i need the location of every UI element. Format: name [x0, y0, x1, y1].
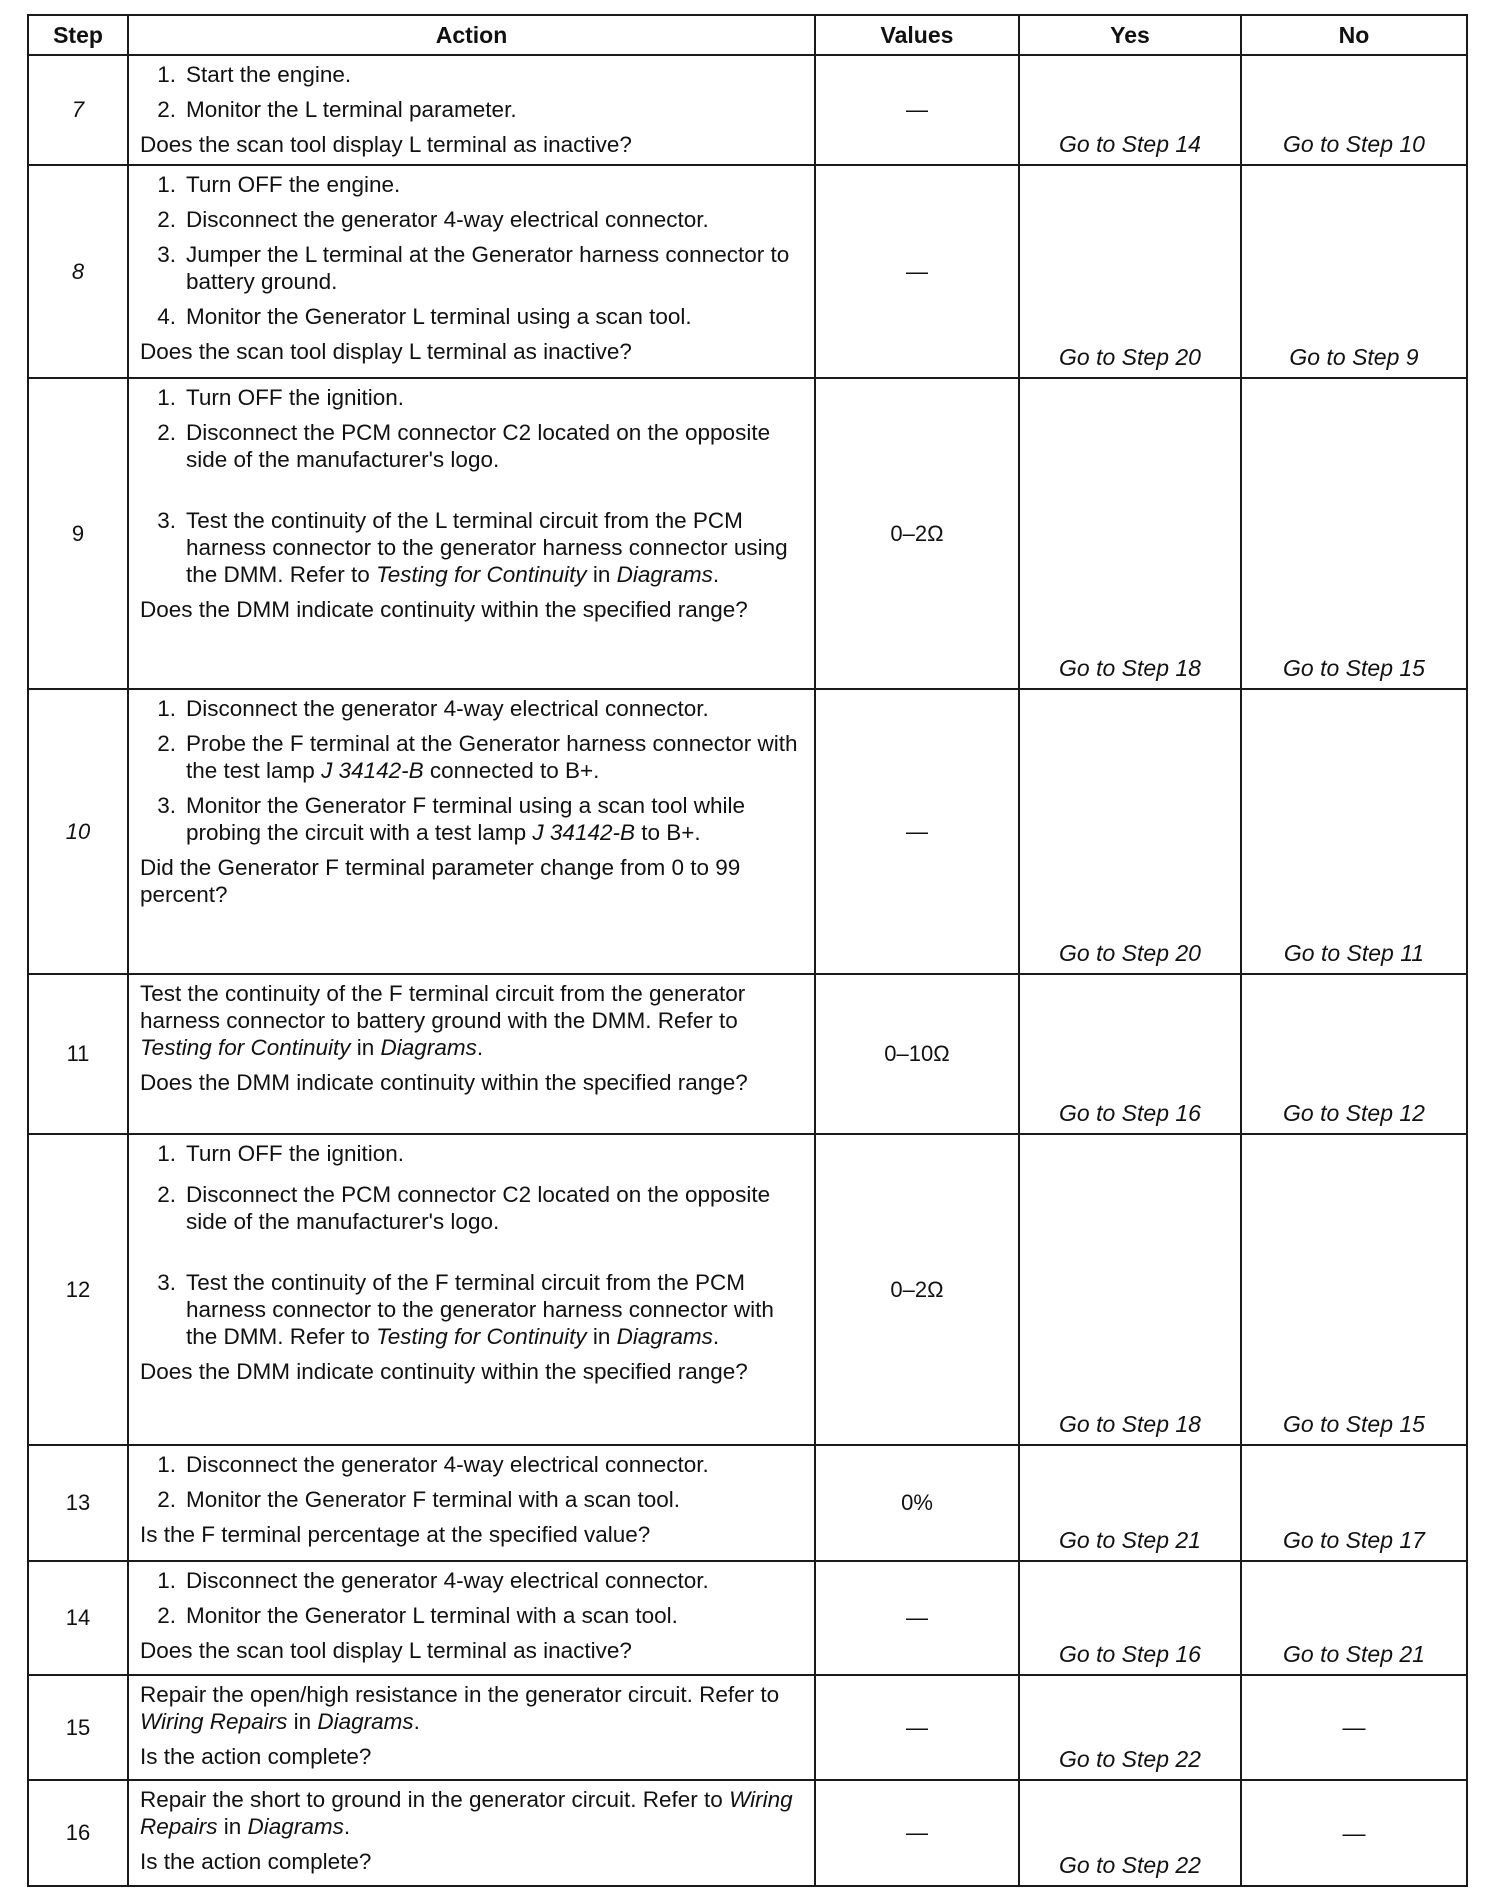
step-number: 9 — [28, 378, 128, 689]
action-item: 2. Monitor the Generator F terminal with a scan tool. — [157, 1487, 680, 1512]
action-item: 1. Turn OFF the engine. — [157, 172, 401, 197]
no-cell: Go to Step 12 — [1241, 974, 1467, 1134]
action-item: 1. Turn OFF the ignition. — [157, 1141, 405, 1166]
no-cell: — — [1241, 1675, 1467, 1780]
values-cell: — — [815, 165, 1019, 378]
table-row — [28, 1675, 1467, 1780]
step-number: 15 — [28, 1675, 128, 1780]
header-action: Action — [128, 15, 815, 55]
action-cell — [128, 1675, 815, 1780]
action-item: 1. Disconnect the generator 4-way electrical connector. — [157, 1452, 709, 1477]
yes-cell: Go to Step 22 — [1019, 1675, 1241, 1780]
header-no: No — [1241, 15, 1467, 55]
step-number: 13 — [28, 1445, 128, 1561]
action-cell — [128, 1445, 815, 1561]
step-number: 8 — [28, 165, 128, 378]
step-number: 12 — [28, 1134, 128, 1445]
header-values: Values — [815, 15, 1019, 55]
action-item: 1. Disconnect the generator 4-way electrical connector. — [157, 696, 709, 721]
header-row — [28, 15, 1467, 55]
action-cell — [128, 55, 815, 165]
action-question: Does the DMM indicate continuity within the specified range? — [140, 1070, 748, 1095]
action-item: 2. Disconnect the PCM connector C2 located on the opposite side of the manufacturer's logo. — [157, 420, 771, 472]
values-cell: — — [815, 689, 1019, 974]
action-cell — [128, 378, 815, 689]
yes-cell: Go to Step 16 — [1019, 974, 1241, 1134]
action-question: Is the action complete? — [140, 1744, 372, 1769]
header-step: Step — [28, 15, 128, 55]
no-cell: Go to Step 10 — [1241, 55, 1467, 165]
action-item: 3. Monitor the Generator F terminal using a scan tool while probing the circuit with a test lamp J 34142-B to B+. — [157, 793, 746, 845]
table-row — [28, 1561, 1467, 1675]
table-row — [28, 1780, 1467, 1886]
action-item: 1. Start the engine. — [157, 62, 352, 87]
action-question: Is the action complete? — [140, 1849, 372, 1874]
action-cell — [128, 689, 815, 974]
table-row — [28, 1134, 1467, 1445]
action-item: 2. Monitor the Generator L terminal with a scan tool. — [157, 1603, 678, 1628]
action-question: Did the Generator F terminal parameter change from 0 to 99 percent? — [140, 855, 741, 907]
step-number: 7 — [28, 55, 128, 165]
yes-cell: Go to Step 14 — [1019, 55, 1241, 165]
values-cell: — — [815, 55, 1019, 165]
no-cell: Go to Step 17 — [1241, 1445, 1467, 1561]
action-text: Repair the open/high resistance in the generator circuit. Refer to Wiring Repairs in Diagrams. — [140, 1682, 780, 1734]
table-row — [28, 1445, 1467, 1561]
step-number: 10 — [28, 689, 128, 974]
values-cell: 0–2Ω — [815, 378, 1019, 689]
action-item: 4. Monitor the Generator L terminal using a scan tool. — [157, 304, 692, 329]
diagnostic-table-page — [27, 14, 1466, 1887]
values-cell: — — [815, 1561, 1019, 1675]
yes-cell: Go to Step 16 — [1019, 1561, 1241, 1675]
action-item: 2. Monitor the L terminal parameter. — [157, 97, 517, 122]
table-row — [28, 689, 1467, 974]
values-cell: — — [815, 1675, 1019, 1780]
action-question: Does the DMM indicate continuity within the specified range? — [140, 597, 748, 622]
header-yes: Yes — [1019, 15, 1241, 55]
table-row — [28, 974, 1467, 1134]
action-question: Does the scan tool display L terminal as inactive? — [140, 132, 632, 157]
no-cell: Go to Step 15 — [1241, 1134, 1467, 1445]
action-item: 1. Disconnect the generator 4-way electrical connector. — [157, 1568, 709, 1593]
no-cell: Go to Step 21 — [1241, 1561, 1467, 1675]
action-question: Does the scan tool display L terminal as inactive? — [140, 339, 632, 364]
action-item: 3. Test the continuity of the L terminal circuit from the PCM harness connector to the generator harness connector using the DMM. Refer to Testing for Continuity in Diagrams. — [157, 508, 788, 587]
action-question: Does the scan tool display L terminal as inactive? — [140, 1638, 632, 1663]
no-cell: Go to Step 9 — [1241, 165, 1467, 378]
yes-cell: Go to Step 18 — [1019, 378, 1241, 689]
action-text: Test the continuity of the F terminal circuit from the generator harness connector to battery ground with the DMM. Refer to Testing for Continuity in Diagrams. — [140, 981, 746, 1060]
action-question: Is the F terminal percentage at the specified value? — [140, 1522, 651, 1547]
step-number: 11 — [28, 974, 128, 1134]
values-cell: 0–2Ω — [815, 1134, 1019, 1445]
diagnostic-table — [27, 14, 1468, 1887]
table-row — [28, 378, 1467, 689]
table-row — [28, 55, 1467, 165]
no-cell: — — [1241, 1780, 1467, 1886]
action-cell — [128, 1780, 815, 1886]
step-number: 16 — [28, 1780, 128, 1886]
values-cell: 0–10Ω — [815, 974, 1019, 1134]
action-cell — [128, 1134, 815, 1445]
values-cell: 0% — [815, 1445, 1019, 1561]
yes-cell: Go to Step 20 — [1019, 689, 1241, 974]
action-cell — [128, 165, 815, 378]
action-cell — [128, 974, 815, 1134]
action-cell — [128, 1561, 815, 1675]
action-item: 2. Disconnect the generator 4-way electrical connector. — [157, 207, 709, 232]
no-cell: Go to Step 11 — [1241, 689, 1467, 974]
yes-cell: Go to Step 21 — [1019, 1445, 1241, 1561]
yes-cell: Go to Step 18 — [1019, 1134, 1241, 1445]
values-cell: — — [815, 1780, 1019, 1886]
yes-cell: Go to Step 22 — [1019, 1780, 1241, 1886]
action-question: Does the DMM indicate continuity within the specified range? — [140, 1359, 748, 1384]
table-row — [28, 165, 1467, 378]
yes-cell: Go to Step 20 — [1019, 165, 1241, 378]
action-item: 1. Turn OFF the ignition. — [157, 385, 405, 410]
action-item: 3. Jumper the L terminal at the Generator harness connector to battery ground. — [157, 242, 790, 294]
action-item: 2. Disconnect the PCM connector C2 located on the opposite side of the manufacturer's logo. — [157, 1182, 771, 1234]
no-cell: Go to Step 15 — [1241, 378, 1467, 689]
step-number: 14 — [28, 1561, 128, 1675]
action-text: Repair the short to ground in the generator circuit. Refer to Wiring Repairs in Diagrams. — [140, 1787, 793, 1839]
action-item: 2. Probe the F terminal at the Generator harness connector with the test lamp J 34142-B connected to B+. — [157, 731, 798, 783]
action-item: 3. Test the continuity of the F terminal circuit from the PCM harness connector to the generator harness connector with the DMM. Refer to Testing for Continuity in Diagrams. — [157, 1270, 774, 1349]
